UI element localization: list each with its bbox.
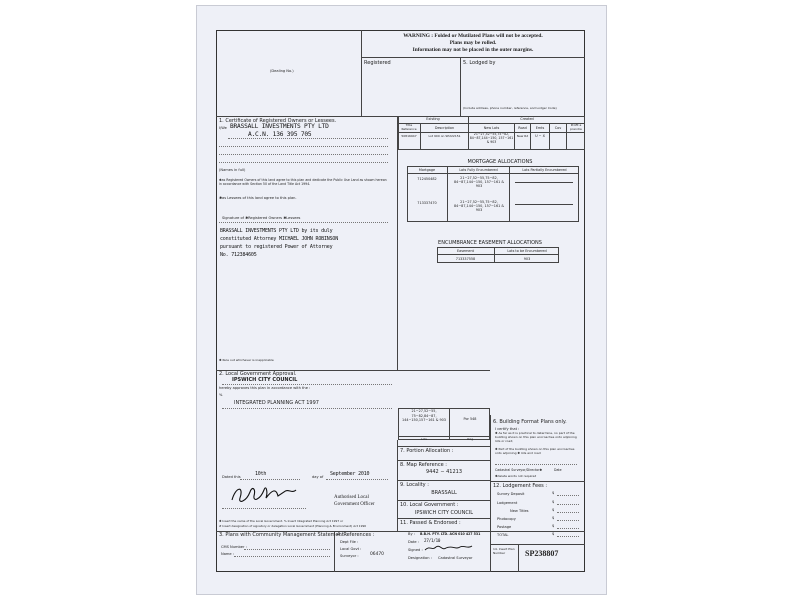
fully-encumbered-head: Lots Fully Encumbered [459, 168, 498, 172]
cms-name-line [234, 556, 330, 557]
fee-line-4 [557, 520, 579, 521]
by-label: By : [408, 532, 415, 536]
council-line [222, 384, 392, 385]
lot-table-group-rule [398, 123, 585, 124]
attorney-line-3: pursuant to registered Power of Attorney [220, 244, 333, 250]
fee-new-titles: New Titles [510, 509, 529, 513]
existing-label: Existing [426, 117, 440, 121]
passed-rule [397, 518, 490, 519]
building-sign-line [495, 464, 577, 465]
names-in-full-label: (Names in full) [219, 168, 246, 172]
local-govt-label: Local Govt : [340, 547, 362, 551]
dept-file-label: Dept File : [340, 540, 359, 544]
owner-line-3 [219, 154, 388, 155]
fee-line-6 [557, 536, 579, 537]
lots-encumbered-head: Lots to be Encumbered [507, 249, 547, 253]
dated-day: 10th [255, 471, 267, 477]
signature-line [219, 222, 388, 223]
surveyor-value: 06470 [370, 552, 384, 557]
col-description: Description [434, 126, 455, 130]
act-marker: % [219, 393, 223, 397]
owners-we: I/We [219, 126, 227, 130]
fees-top-rule [490, 481, 585, 482]
attorney-line-1: BRASSALL INVESTMENTS PTY LTD by its duly [220, 228, 333, 234]
officer-title-1: Authorised Local [334, 495, 369, 500]
plan-number-rule [490, 544, 585, 545]
portion-rule [397, 446, 490, 447]
cadastral-director-label: Cadastral Surveyor/Director✱ [495, 468, 543, 472]
warning-line-2: Plans may be rolled. [449, 40, 497, 46]
by-value: B.B.H. PTY. LTD. ACN 010 427 531 [420, 532, 481, 536]
mortgage-1-lots: 21−27,52−55,75−82, 84−87,144−150, 157−161 & 903 [454, 176, 504, 189]
building-clause-1: ✱ As far as it is practical to determine, no part of the building shown on this plan encroaches onto adjoining lots or road; [495, 431, 577, 443]
insert-plan-number-label: 14. Insert Plan Number [493, 547, 515, 555]
designation-value: Cadastral Surveyor [438, 556, 473, 560]
act-line [222, 408, 392, 409]
fee-line-5 [557, 528, 579, 529]
fee-survey-deposit: Survey Deposit [497, 492, 525, 496]
attorney-line-2: constituted Attorney MICHAEL JOHN ROBINSON [220, 236, 339, 242]
fee-dollar-3: $ [552, 508, 555, 512]
col-profit: Profit a prendre [570, 124, 582, 131]
fee-photocopy: Photocopy [497, 517, 516, 521]
mortgage-table [407, 166, 579, 222]
attorney-line-4: No. 712384605 [220, 252, 257, 258]
footnote-2: # Insert designation of signatory or delegation Local Government (Planning & Environment) Act 1990 [219, 524, 367, 528]
emts-value: U − X [535, 134, 545, 138]
lodged-vertical [460, 57, 461, 116]
surveyor-label: Surveyor : [340, 554, 359, 558]
local-gov-rule [397, 500, 490, 501]
map-ref-rule [397, 460, 490, 461]
col-title-reference: Title Reference [401, 124, 417, 131]
signature-label: Signature of ✱Registered Owners ✱Lessees [222, 216, 301, 220]
fees-title: 12. Lodgement Fees : [493, 483, 548, 489]
lodged-by-note: (Include address, phone number, reference, and Lodger Code) [463, 106, 557, 110]
plan-number: SP238807 [525, 549, 559, 558]
footnote-1: ✱ Insert the name of the Local Government. % Insert Integrated Planning Act 1997 or [219, 519, 344, 523]
fee-line-1 [557, 495, 579, 496]
fee-line-2 [557, 504, 579, 505]
dated-this-label: Dated this [222, 475, 241, 479]
mortgage-1-number: 712450482 [417, 177, 437, 181]
owner-line-2 [219, 146, 388, 147]
day-line [240, 479, 300, 480]
cms-number-line [244, 549, 330, 550]
mortgage-2-partial-line [515, 204, 573, 205]
owner-acn: A.C.N. 136 395 705 [248, 131, 312, 138]
plan-number-divider [518, 544, 519, 572]
mortgage-col-head: Mortgage [418, 168, 436, 172]
signed-label: Signed : [408, 548, 423, 552]
certify-label: I certify that : [495, 427, 520, 431]
easement-value: 713337558 [455, 257, 476, 261]
fee-dollar-6: $ [552, 532, 555, 536]
rule-out-note: ✱ Rule out whichever is inapplicable [219, 358, 274, 362]
surveyor-signature [424, 544, 474, 552]
new-lots-value: 21−27,52−55,75−82, 84−87,144−150, 157−161 & 903 [469, 133, 514, 144]
partially-encumbered-head: Lots Partially Encumbered [522, 168, 567, 172]
encumbrance-title: ENCUMBRANCE EASEMENT ALLOCATIONS [438, 240, 542, 246]
dated-month: September 2010 [330, 471, 370, 477]
officer-title-2: Government Officer [334, 502, 375, 507]
month-line [326, 479, 388, 480]
day-of-label: day of [312, 475, 324, 479]
fee-dollar-4: $ [552, 516, 555, 520]
mortgage-2-number: 713337470 [417, 201, 437, 205]
council-name: IPSWICH CITY COUNCIL [232, 377, 298, 383]
summary-orig: Por 548 [463, 417, 477, 421]
col-cov: Cov [554, 126, 562, 130]
designation-label: Designation : [408, 556, 432, 560]
col-road: Road [518, 126, 527, 130]
fee-dollar-2: $ [552, 500, 555, 504]
map-ref-label: 8. Map Reference : [400, 462, 447, 468]
fee-total: TOTAL [497, 533, 509, 537]
lots-encumbered-value: 903 [523, 257, 531, 261]
locality-label: 9. Locality : [400, 482, 429, 488]
fee-dollar-1: $ [552, 491, 555, 495]
portion-label: 7. Portion Allocation : [400, 448, 454, 454]
local-gov-title: 2. Local Government Approval. [219, 371, 297, 377]
fee-dollar-5: $ [552, 524, 555, 528]
local-gov-value: IPSWICH CITY COUNCIL [414, 510, 474, 516]
endorse-date-value: 27/1/10 [424, 538, 441, 543]
officer-signature-line [222, 508, 306, 509]
header-divider [361, 57, 585, 58]
local-gov-label: 10. Local Government : [400, 502, 459, 508]
references-title: 4. References : [337, 532, 375, 538]
easement-head: Easement [457, 249, 474, 253]
col-new-lots: New Lots [483, 126, 500, 130]
building-date-label: Date [554, 468, 562, 472]
hereby-approves: hereby approves this plan in accordance with the : [219, 386, 311, 390]
fee-postage: Postage [497, 525, 512, 529]
planning-act: INTEGRATED PLANNING ACT 1997 [234, 400, 319, 406]
warning-line-3: Information may not be placed in the outer margins. [412, 47, 534, 53]
registered-label: Registered [364, 60, 391, 66]
mortgage-col-1 [447, 166, 448, 222]
mortgage-title: MORTGAGE ALLOCATIONS [467, 159, 533, 165]
community-title: 3. Plans with Community Management Statement : [219, 532, 348, 538]
mortgage-2-lots: 21−27,52−55,75−82, 84−87,144−150, 157−161 & 903 [454, 200, 504, 213]
mortgage-1-partial-line [515, 182, 573, 183]
building-format-title: 6. Building Format Plans only. [493, 419, 567, 425]
fee-lodgement: Lodgement [497, 501, 518, 505]
locality-value: BRASSALL [431, 490, 457, 496]
lodged-by-label: 5. Lodged by [463, 60, 496, 66]
endorse-date-label: Date : [408, 540, 419, 544]
created-label: Created [520, 117, 534, 121]
map-ref-value: 9442 − 41213 [426, 469, 462, 475]
owner-line-4 [219, 162, 388, 163]
passed-label: 11. Passed & Endorsed : [400, 520, 461, 526]
summary-lots-label: Lots [420, 437, 428, 441]
building-clause-2: ✱ Part of the building shown on this plan encroaches onto adjoining ✱ lots and road [495, 447, 575, 455]
owner-name: BRASSALL INVESTMENTS PTY LTD [230, 123, 329, 130]
summary-orig-label: Orig [466, 437, 474, 441]
delete-words-note: ✱delete words not required [495, 474, 537, 478]
owner-line-1 [228, 138, 388, 139]
mortgage-header-rule [407, 173, 579, 174]
right-block-divider [490, 415, 491, 572]
title-ref-value: 50816947 [401, 134, 417, 138]
owners-agreement-text: ✱as Registered Owners of this land agree to this plan and dedicate the Public Use Land as shown hereon in accordance with Section 50 of the Land Title Act 1994. [219, 178, 387, 186]
road-value: New Rd [516, 134, 529, 138]
mortgage-col-2 [509, 166, 510, 222]
warning-line-1: WARNING : Folded or Mutilated Plans will not be accepted. [403, 33, 543, 39]
encumbrance-header-rule [437, 254, 559, 255]
fee-line-3 [557, 512, 579, 513]
cms-name-label: Name : [221, 552, 234, 556]
cms-number-label: CMS Number : [221, 545, 247, 549]
col-emts: Emts [535, 126, 545, 130]
description-value: Lot 900 on SP222151 [428, 134, 461, 138]
locality-rule [397, 480, 490, 481]
owners-title: 1. Certificate of Registered Owners or Lessees. [219, 118, 337, 124]
dealing-no-label: (Dealing No.) [270, 69, 294, 73]
summary-lots: 21−27,52−55, 75−82,84−87, 144−150,157−161 & 903 [402, 409, 446, 423]
lessees-agreement-text: ✱as Lessees of this land agree to this plan. [219, 196, 297, 200]
left-column-divider [397, 116, 398, 370]
officer-signature [228, 482, 300, 508]
